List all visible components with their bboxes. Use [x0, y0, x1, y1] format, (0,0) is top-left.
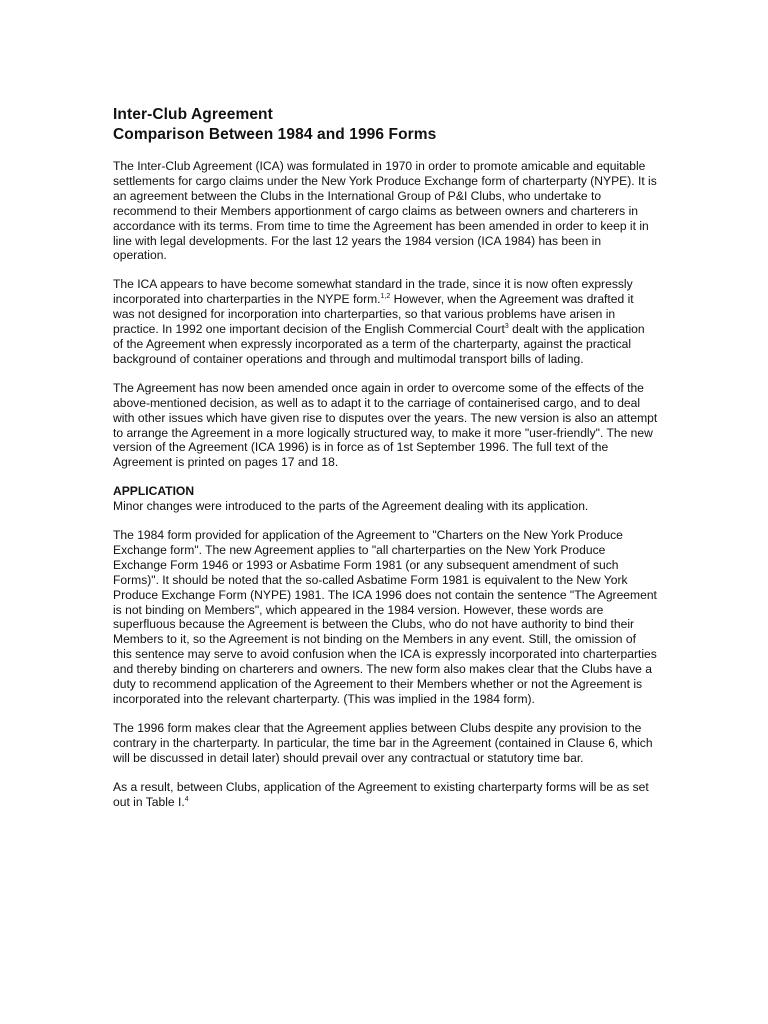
title-line-1: Inter-Club Agreement — [113, 106, 273, 123]
paragraph-result — [113, 780, 658, 810]
footnote-marker: 3 — [504, 323, 509, 331]
title-line-2: Comparison Between 1984 and 1996 Forms — [113, 126, 437, 143]
paragraph-standard-in-trade — [113, 277, 658, 366]
document-title — [113, 105, 658, 145]
footnote-marker: 1,2 — [380, 293, 391, 301]
paragraph-amended: The Agreement has now been amended once again in order to overcome some of the effects of the above-mentioned decision, as well as to adapt it to the carriage of containerised cargo, and to deal with other issues which have given rise to disputes over the years. The new version is also an attempt to arrange the Agreement in a more logically structured way, to make it more "user-friendly". The new version of the Agreement (ICA 1996) is in force as of 1st September 1996. The full text of the Agreement is printed on pages 17 and 18. — [113, 380, 658, 470]
footnote-marker: 4 — [184, 795, 189, 803]
paragraph-1984-form: The 1984 form provided for application of the Agreement to "Charters on the New York Produce Exchange form". The new Agreement applies to "all charterparties on the New York Produce Exchange Form 1946 or 1993 or Asbatime Form 1981 (or any subsequent amendment of such Forms)". It should be noted that the so-called Asbatime Form 1981 is equivalent to the New York Produce Exchange Form (NYPE) 1981. The ICA 1996 does not contain the sentence "The Agreement is not binding on Members", which appeared in the 1984 version. However, these words are superfluous because the Agreement is between the Clubs, who do not have authority to bind their Members to it, so the Agreement is not binding on the Members in any event. Still, the omission of this sentence may serve to avoid confusion when the ICA is expressly incorporated into charterparties and thereby binding on charterers and owners. The new form also makes clear that the Clubs have a duty to recommend application of the Agreement to their Members whether or not the Agreement is incorporated into the relevant charterparty. (This was implied in the 1984 form). — [113, 528, 657, 706]
paragraph-text: As a result, between Clubs, application of the Agreement to existing charterparty forms will be as set out in Table I. — [113, 779, 649, 809]
paragraph-1996-form: The 1996 form makes clear that the Agreement applies between Clubs despite any provision to the contrary in the charterparty. In particular, the time bar in the Agreement (contained in Clause 6, which will be discussed in detail later) should prevail over any contractual or statutory time bar. — [113, 720, 653, 765]
paragraph-text: The ICA appears to have become somewhat standard in the trade, since it is now often expressly incorporated into charterparties in the NYPE form. — [113, 277, 633, 307]
paragraph-minor-changes: Minor changes were introduced to the parts of the Agreement dealing with its application. — [113, 499, 589, 514]
paragraph-text: dealt with the application of the Agreement when expressly incorporated as a term of the charterparty, against the practical background of container operations and through and multimodal transport bills of lading. — [113, 322, 645, 366]
document-page — [113, 105, 658, 823]
paragraph-text: However, when the Agreement was drafted it was not designed for incorporation into charterparties, so that various problems have arisen in practice. In 1992 one important decision of the English Commercial Court — [113, 292, 634, 337]
paragraph-intro: The Inter-Club Agreement (ICA) was formulated in 1970 in order to promote amicable and equitable settlements for cargo claims under the New York Produce Exchange form of charterparty (NYPE). It is an agreement between the Clubs in the International Group of P&I Clubs, who undertake to recommend to their Members apportionment of cargo claims as between owners and charterers in accordance with its terms. From time to time the Agreement has been amended in order to keep it in line with legal developments. For the last 12 years the 1984 version (ICA 1984) has been in operation. — [113, 159, 657, 263]
section-heading-application: APPLICATION — [113, 484, 195, 499]
